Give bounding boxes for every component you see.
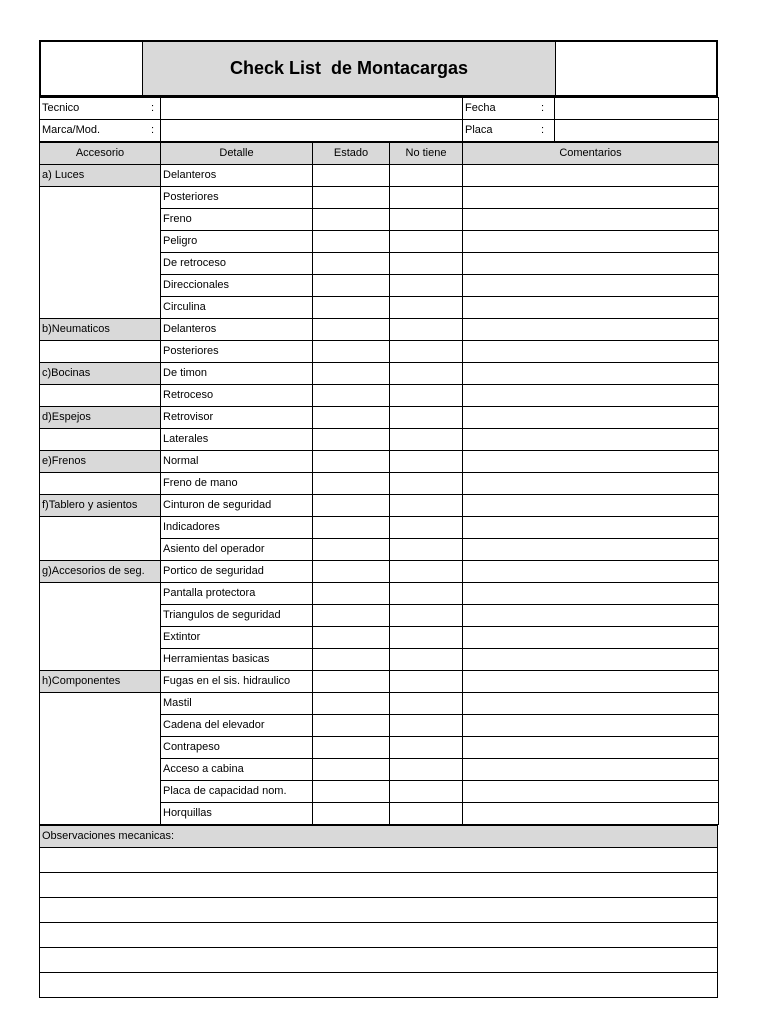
detalle-cell: Mastil <box>161 693 313 715</box>
no-tiene-cell[interactable] <box>390 275 463 297</box>
checklist-row <box>40 473 719 495</box>
observaciones-line-row <box>40 923 718 948</box>
checklist-row <box>40 407 719 429</box>
no-tiene-cell[interactable] <box>390 495 463 517</box>
no-tiene-cell[interactable] <box>390 803 463 825</box>
checklist-row <box>40 187 719 209</box>
title-box <box>143 42 556 95</box>
comentarios-cell[interactable] <box>463 473 719 495</box>
estado-cell[interactable] <box>313 165 390 187</box>
estado-cell[interactable] <box>313 297 390 319</box>
group-span-cell <box>40 517 161 561</box>
comentarios-cell[interactable] <box>463 781 719 803</box>
no-tiene-cell[interactable] <box>390 561 463 583</box>
tecnico-label-cell <box>40 98 161 120</box>
group-label: c)Bocinas <box>40 363 161 385</box>
comentarios-cell[interactable] <box>463 429 719 451</box>
detalle-cell: De retroceso <box>161 253 313 275</box>
comentarios-cell[interactable] <box>463 737 719 759</box>
fecha-label: Fecha <box>465 102 496 114</box>
detalle-cell: Indicadores <box>161 517 313 539</box>
comentarios-cell[interactable] <box>463 363 719 385</box>
checklist-row <box>40 429 719 451</box>
detalle-cell: De timon <box>161 363 313 385</box>
no-tiene-cell[interactable] <box>390 759 463 781</box>
detalle-cell: Asiento del operador <box>161 539 313 561</box>
no-tiene-cell[interactable] <box>390 429 463 451</box>
estado-cell[interactable] <box>313 187 390 209</box>
group-label: a) Luces <box>40 165 161 187</box>
comentarios-cell[interactable] <box>463 275 719 297</box>
detalle-cell: Pantalla protectora <box>161 583 313 605</box>
detalle-cell: Retrovisor <box>161 407 313 429</box>
group-label: e)Frenos <box>40 451 161 473</box>
observaciones-line[interactable] <box>40 898 718 923</box>
estado-cell[interactable] <box>313 429 390 451</box>
estado-cell[interactable] <box>313 275 390 297</box>
checklist-row <box>40 517 719 539</box>
no-tiene-cell[interactable] <box>390 385 463 407</box>
group-span-cell <box>40 187 161 319</box>
checklist-row <box>40 451 719 473</box>
observaciones-line-row <box>40 848 718 873</box>
marca-label-cell <box>40 120 161 142</box>
detalle-cell: Laterales <box>161 429 313 451</box>
fecha-label-cell <box>463 98 555 120</box>
comentarios-cell[interactable] <box>463 385 719 407</box>
estado-cell[interactable] <box>313 605 390 627</box>
group-span-cell <box>40 429 161 451</box>
checklist-row <box>40 319 719 341</box>
group-label: b)Neumaticos <box>40 319 161 341</box>
estado-cell[interactable] <box>313 451 390 473</box>
comentarios-cell[interactable] <box>463 451 719 473</box>
detalle-cell: Posteriores <box>161 187 313 209</box>
group-span-cell <box>40 341 161 363</box>
marca-field[interactable] <box>161 120 463 142</box>
column-header-detalle: Detalle <box>161 143 313 165</box>
observaciones-line[interactable] <box>40 923 718 948</box>
no-tiene-cell[interactable] <box>390 231 463 253</box>
tecnico-field[interactable] <box>161 98 463 120</box>
comentarios-cell[interactable] <box>463 407 719 429</box>
detalle-cell: Horquillas <box>161 803 313 825</box>
checklist-row <box>40 561 719 583</box>
column-header-accesorio: Accesorio <box>40 143 161 165</box>
observaciones-line-row <box>40 973 718 998</box>
estado-cell[interactable] <box>313 781 390 803</box>
estado-cell[interactable] <box>313 583 390 605</box>
observaciones-line[interactable] <box>40 973 718 998</box>
placa-label-cell <box>463 120 555 142</box>
no-tiene-cell[interactable] <box>390 451 463 473</box>
estado-cell[interactable] <box>313 649 390 671</box>
group-label: g)Accesorios de seg. <box>40 561 161 583</box>
detalle-cell: Delanteros <box>161 319 313 341</box>
observaciones-line-row <box>40 873 718 898</box>
checklist-sheet <box>39 40 718 998</box>
checklist-row <box>40 671 719 693</box>
estado-cell[interactable] <box>313 495 390 517</box>
checklist-row <box>40 495 719 517</box>
comentarios-cell[interactable] <box>463 693 719 715</box>
detalle-cell: Retroceso <box>161 385 313 407</box>
estado-cell[interactable] <box>313 759 390 781</box>
observaciones-table <box>39 825 718 998</box>
checklist-row <box>40 693 719 715</box>
detalle-cell: Normal <box>161 451 313 473</box>
checklist-body <box>40 165 719 825</box>
colon: : <box>150 102 154 114</box>
detalle-cell: Posteriores <box>161 341 313 363</box>
no-tiene-cell[interactable] <box>390 539 463 561</box>
no-tiene-cell[interactable] <box>390 649 463 671</box>
detalle-cell: Placa de capacidad nom. <box>161 781 313 803</box>
detalle-cell: Herramientas basicas <box>161 649 313 671</box>
checklist-row <box>40 165 719 187</box>
detalle-cell: Portico de seguridad <box>161 561 313 583</box>
checklist-table <box>39 142 719 825</box>
no-tiene-cell[interactable] <box>390 341 463 363</box>
comentarios-cell[interactable] <box>463 605 719 627</box>
estado-cell[interactable] <box>313 253 390 275</box>
estado-cell[interactable] <box>313 627 390 649</box>
detalle-cell: Freno <box>161 209 313 231</box>
observaciones-line[interactable] <box>40 848 718 873</box>
placa-field[interactable] <box>555 120 719 142</box>
no-tiene-cell[interactable] <box>390 363 463 385</box>
comentarios-cell[interactable] <box>463 319 719 341</box>
detalle-cell: Fugas en el sis. hidraulico <box>161 671 313 693</box>
detalle-cell: Extintor <box>161 627 313 649</box>
no-tiene-cell[interactable] <box>390 187 463 209</box>
comentarios-cell[interactable] <box>463 495 719 517</box>
group-span-cell <box>40 473 161 495</box>
no-tiene-cell[interactable] <box>390 473 463 495</box>
group-label: h)Componentes <box>40 671 161 693</box>
observaciones-label: Observaciones mecanicas: <box>40 826 718 848</box>
group-label: f)Tablero y asientos <box>40 495 161 517</box>
detalle-cell: Acceso a cabina <box>161 759 313 781</box>
tecnico-label: Tecnico <box>42 102 80 114</box>
logo-box <box>41 42 143 95</box>
observaciones-lines <box>40 848 718 998</box>
no-tiene-cell[interactable] <box>390 407 463 429</box>
comentarios-cell[interactable] <box>463 627 719 649</box>
colon: : <box>540 124 544 136</box>
group-span-cell <box>40 693 161 825</box>
estado-cell[interactable] <box>313 539 390 561</box>
estado-cell[interactable] <box>313 319 390 341</box>
page-title: Check List de Montacargas <box>229 58 469 78</box>
no-tiene-cell[interactable] <box>390 583 463 605</box>
comentarios-cell[interactable] <box>463 209 719 231</box>
observaciones-line[interactable] <box>40 873 718 898</box>
info-table <box>39 97 719 142</box>
comentarios-cell[interactable] <box>463 341 719 363</box>
no-tiene-cell[interactable] <box>390 605 463 627</box>
no-tiene-cell[interactable] <box>390 297 463 319</box>
observaciones-line-row <box>40 898 718 923</box>
estado-cell[interactable] <box>313 231 390 253</box>
colon: : <box>150 124 154 136</box>
detalle-cell: Cadena del elevador <box>161 715 313 737</box>
comentarios-cell[interactable] <box>463 187 719 209</box>
no-tiene-cell[interactable] <box>390 737 463 759</box>
placa-label: Placa <box>465 124 493 136</box>
comentarios-cell[interactable] <box>463 165 719 187</box>
column-header-no-tiene: No tiene <box>390 143 463 165</box>
comentarios-cell[interactable] <box>463 715 719 737</box>
detalle-cell: Peligro <box>161 231 313 253</box>
comentarios-cell[interactable] <box>463 297 719 319</box>
estado-cell[interactable] <box>313 407 390 429</box>
comentarios-cell[interactable] <box>463 583 719 605</box>
comentarios-cell[interactable] <box>463 253 719 275</box>
no-tiene-cell[interactable] <box>390 693 463 715</box>
comentarios-cell[interactable] <box>463 517 719 539</box>
detalle-cell: Delanteros <box>161 165 313 187</box>
estado-cell[interactable] <box>313 803 390 825</box>
estado-cell[interactable] <box>313 737 390 759</box>
comentarios-cell[interactable] <box>463 649 719 671</box>
detalle-cell: Circulina <box>161 297 313 319</box>
marca-label: Marca/Mod. <box>42 124 101 136</box>
column-header-estado: Estado <box>313 143 390 165</box>
estado-cell[interactable] <box>313 473 390 495</box>
observaciones-line[interactable] <box>40 948 718 973</box>
no-tiene-cell[interactable] <box>390 715 463 737</box>
estado-cell[interactable] <box>313 561 390 583</box>
column-header-comentarios: Comentarios <box>463 143 719 165</box>
no-tiene-cell[interactable] <box>390 517 463 539</box>
marca-row <box>40 120 719 142</box>
checklist-row <box>40 341 719 363</box>
checklist-row <box>40 385 719 407</box>
observaciones-header-row <box>40 826 718 848</box>
detalle-cell: Freno de mano <box>161 473 313 495</box>
estado-cell[interactable] <box>313 693 390 715</box>
no-tiene-cell[interactable] <box>390 671 463 693</box>
no-tiene-cell[interactable] <box>390 165 463 187</box>
checklist-row <box>40 583 719 605</box>
fecha-field[interactable] <box>555 98 719 120</box>
tecnico-row <box>40 98 719 120</box>
no-tiene-cell[interactable] <box>390 319 463 341</box>
code-box <box>556 42 716 95</box>
group-label: d)Espejos <box>40 407 161 429</box>
colon: : <box>540 102 544 114</box>
observaciones-line-row <box>40 948 718 973</box>
no-tiene-cell[interactable] <box>390 209 463 231</box>
comentarios-cell[interactable] <box>463 561 719 583</box>
estado-cell[interactable] <box>313 517 390 539</box>
comentarios-cell[interactable] <box>463 539 719 561</box>
detalle-cell: Triangulos de seguridad <box>161 605 313 627</box>
no-tiene-cell[interactable] <box>390 627 463 649</box>
group-span-cell <box>40 583 161 671</box>
estado-cell[interactable] <box>313 209 390 231</box>
comentarios-cell[interactable] <box>463 803 719 825</box>
column-header-row <box>40 143 719 165</box>
comentarios-cell[interactable] <box>463 231 719 253</box>
no-tiene-cell[interactable] <box>390 781 463 803</box>
estado-cell[interactable] <box>313 385 390 407</box>
detalle-cell: Cinturon de seguridad <box>161 495 313 517</box>
estado-cell[interactable] <box>313 715 390 737</box>
header-block <box>39 40 718 97</box>
detalle-cell: Contrapeso <box>161 737 313 759</box>
checklist-row <box>40 363 719 385</box>
group-span-cell <box>40 385 161 407</box>
estado-cell[interactable] <box>313 671 390 693</box>
comentarios-cell[interactable] <box>463 759 719 781</box>
detalle-cell: Direccionales <box>161 275 313 297</box>
estado-cell[interactable] <box>313 363 390 385</box>
estado-cell[interactable] <box>313 341 390 363</box>
comentarios-cell[interactable] <box>463 671 719 693</box>
no-tiene-cell[interactable] <box>390 253 463 275</box>
